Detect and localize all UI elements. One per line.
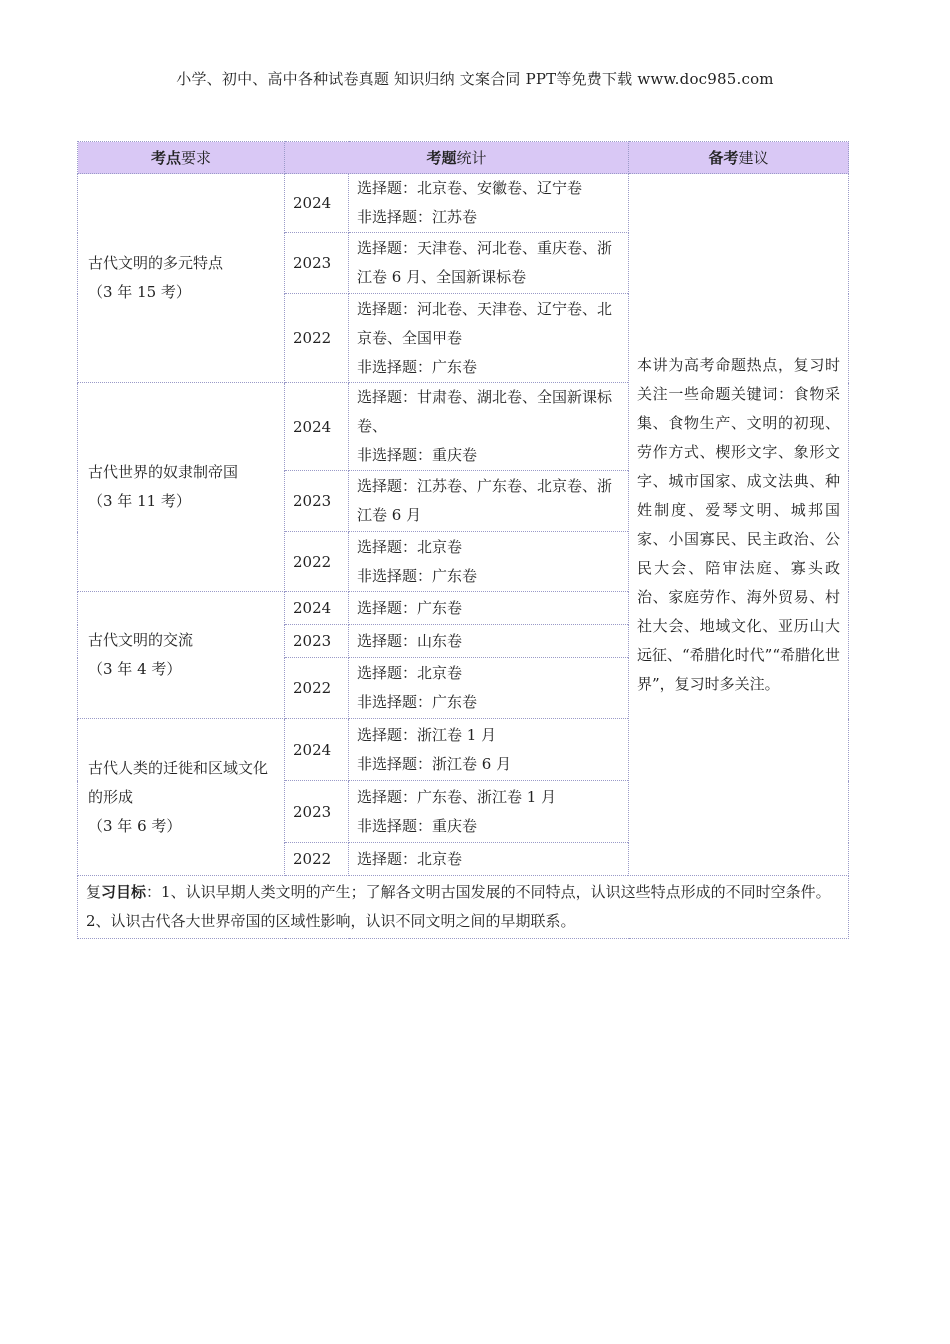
year-cell: 2024: [285, 174, 349, 233]
table-row: [78, 174, 849, 233]
goals-line-2: 2、认识古代各大世界帝国的区域性影响，认识不同文明之间的早期联系。: [86, 912, 576, 930]
topic-cell: [78, 383, 285, 592]
review-goals: [78, 876, 849, 939]
exam-analysis-table: [77, 141, 849, 939]
year-cell: 2022: [285, 843, 349, 876]
topic-cell: [78, 174, 285, 383]
detail-cell: 选择题：浙江卷 1 月 非选择题：浙江卷 6 月: [349, 719, 629, 781]
goals-label: 习目标: [101, 883, 147, 901]
year-cell: 2022: [285, 532, 349, 592]
detail-cell: 选择题：山东卷: [349, 625, 629, 658]
topic-count: （3 年 15 考）: [88, 283, 191, 301]
advice-cell: 本讲为高考命题热点，复习时关注一些命题关键词：食物采集、食物生产、文明的初现、劳作方式、楔形文字、象形文字、城市国家、成文法典、种姓制度、爱琴文明、城邦国家、小国寡民、民主政治、公民大会、陪审法庭、寡头政治、家庭劳作、海外贸易、村社大会、地域文化、亚历山大远征、“希腊化时代”“希腊化世界”，复习时多关注。: [629, 174, 849, 876]
detail-cell: 选择题：北京卷 非选择题：广东卷: [349, 658, 629, 719]
topic-count: （3 年 11 考）: [88, 492, 191, 510]
column-header-topic: 考点要求: [78, 142, 285, 174]
year-cell: 2022: [285, 658, 349, 719]
year-cell: 2024: [285, 719, 349, 781]
table-header-row: [78, 142, 849, 174]
topic-name: 古代文明的多元特点: [88, 254, 224, 272]
year-cell: 2023: [285, 471, 349, 532]
topic-count: （3 年 4 考）: [88, 660, 182, 678]
year-cell: 2023: [285, 625, 349, 658]
detail-cell: 选择题：广东卷: [349, 592, 629, 625]
detail-cell: 选择题：天津卷、河北卷、重庆卷、浙江卷 6 月、全国新课标卷: [349, 233, 629, 294]
topic-name: 古代文明的交流: [88, 631, 194, 649]
topic-name: 古代世界的奴隶制帝国: [88, 463, 239, 481]
column-header-stats: 考题统计: [285, 142, 629, 174]
detail-cell: 选择题：北京卷、安徽卷、辽宁卷 非选择题：江苏卷: [349, 174, 629, 233]
topic-cell: [78, 592, 285, 719]
goals-line-1: ：1、认识早期人类文明的产生；了解各文明古国发展的不同特点，认识这些特点形成的不同时空条件。: [146, 883, 831, 901]
detail-cell: 选择题：江苏卷、广东卷、北京卷、浙江卷 6 月: [349, 471, 629, 532]
detail-cell: 选择题：河北卷、天津卷、辽宁卷、北京卷、全国甲卷 非选择题：广东卷: [349, 294, 629, 383]
year-cell: 2024: [285, 383, 349, 471]
detail-cell: 选择题：北京卷: [349, 843, 629, 876]
year-cell: 2023: [285, 233, 349, 294]
year-cell: 2022: [285, 294, 349, 383]
detail-cell: 选择题：广东卷、浙江卷 1 月 非选择题：重庆卷: [349, 781, 629, 843]
topic-count: （3 年 6 考）: [88, 816, 182, 835]
year-cell: 2024: [285, 592, 349, 625]
year-cell: 2023: [285, 781, 349, 843]
page-header: 小学、初中、高中各种试卷真题 知识归纳 文案合同 PPT等免费下载 www.doc985.com: [176, 70, 774, 88]
topic-name: 古代人类的迁徙和区域文化的形成: [88, 758, 269, 806]
detail-cell: 选择题：北京卷 非选择题：广东卷: [349, 532, 629, 592]
goals-label-plain: 复: [86, 883, 102, 901]
topic-cell: [78, 719, 285, 876]
goals-row: [78, 876, 849, 939]
column-header-advice: 备考建议: [629, 142, 849, 174]
detail-cell: 选择题：甘肃卷、湖北卷、全国新课标卷、 非选择题：重庆卷: [349, 383, 629, 471]
